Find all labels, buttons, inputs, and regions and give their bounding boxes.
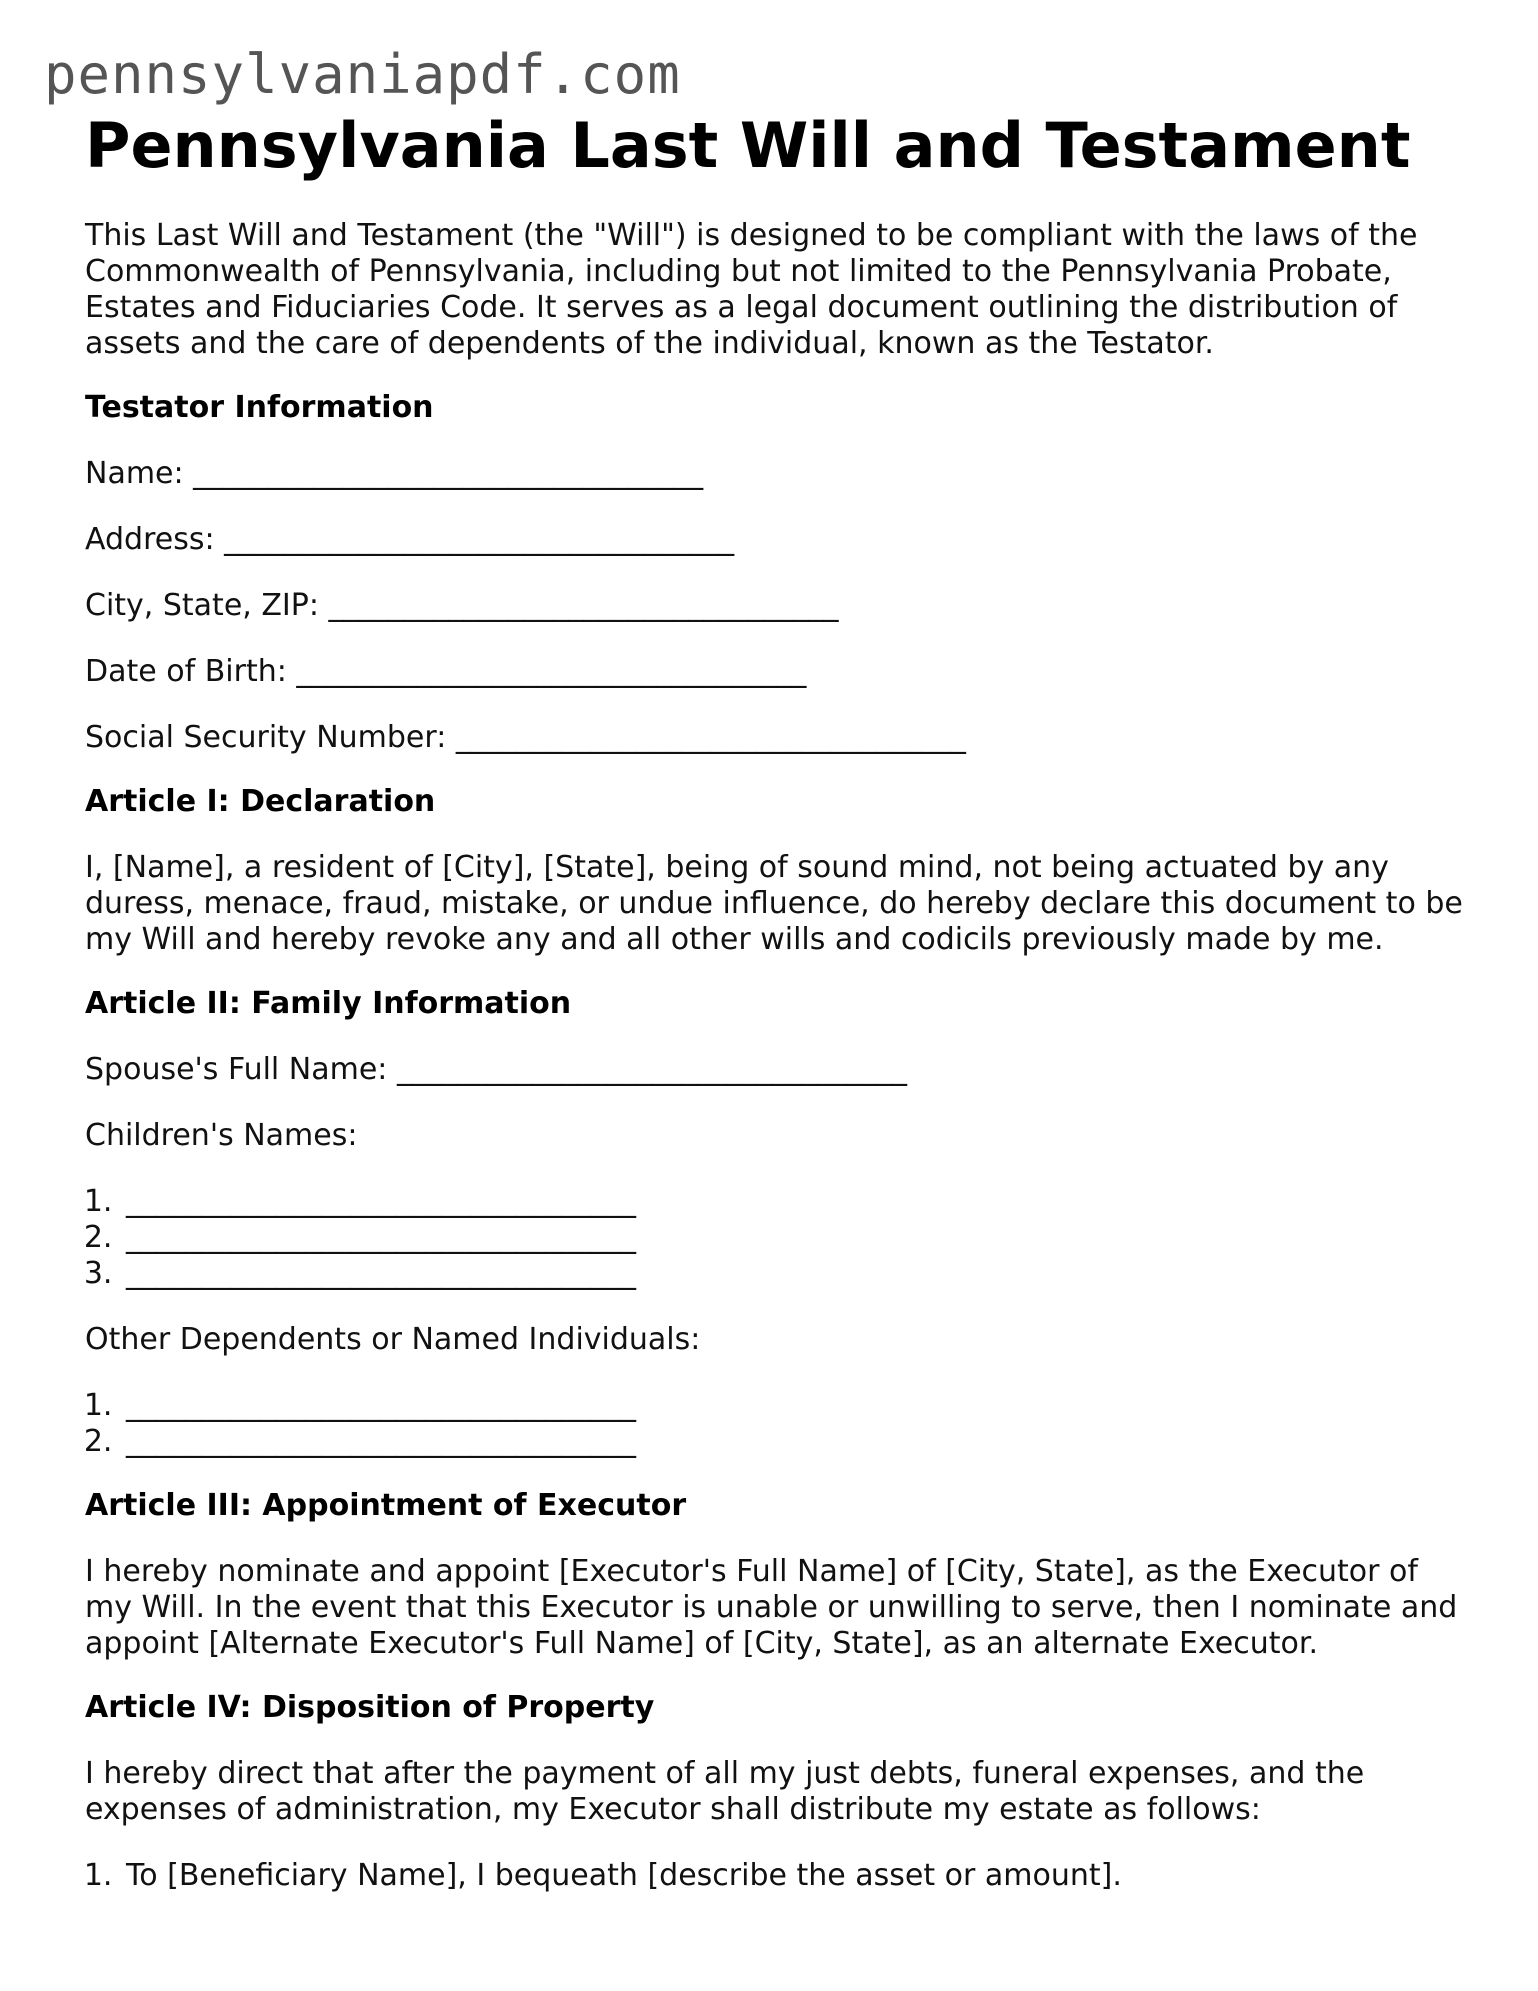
other-dependents-list: [85, 1388, 1465, 1460]
other-dependents-label: Other Dependents or Named Individuals:: [85, 1322, 701, 1357]
document-title: Pennsylvania Last Will and Testament: [85, 109, 1411, 182]
list-item: 1. __________________________________: [122, 1184, 1465, 1220]
list-item: 1. To [Beneficiary Name], I bequeath [describe the asset or amount].: [122, 1858, 1465, 1894]
testator-name-field: Name: __________________________________: [85, 456, 704, 491]
document-page: [85, 108, 1465, 1894]
list-item: 2. __________________________________: [122, 1424, 1465, 1460]
disposition-list: [85, 1858, 1465, 1894]
site-watermark: pennsylvaniapdf.com: [44, 43, 681, 106]
testator-city-state-zip-field: City, State, ZIP: __________________________________: [85, 588, 839, 623]
article1-heading: Article I: Declaration: [85, 784, 436, 819]
testator-heading: Testator Information: [85, 390, 434, 425]
article3-heading: Article III: Appointment of Executor: [85, 1488, 687, 1523]
article4-text: I hereby direct that after the payment of all my just debts, funeral expenses, and the expenses of administration, my Executor shall distribute my estate as follows:: [85, 1756, 1365, 1827]
spouse-name-field: Spouse's Full Name: __________________________________: [85, 1052, 907, 1087]
testator-address-field: Address: __________________________________: [85, 522, 735, 557]
article1-text: I, [Name], a resident of [City], [State], being of sound mind, not being actuated by any duress, menace, fraud, mistake, or undue influence, do hereby declare this document to be my Will and hereby revoke any and all other wills and codicils previously made by me.: [85, 850, 1463, 957]
testator-dob-field: Date of Birth: __________________________________: [85, 654, 807, 689]
list-item: 1. __________________________________: [122, 1388, 1465, 1424]
list-item: 2. __________________________________: [122, 1220, 1465, 1256]
list-item: 3. __________________________________: [122, 1256, 1465, 1292]
children-label: Children's Names:: [85, 1118, 358, 1153]
children-list: [85, 1184, 1465, 1292]
testator-ssn-field: Social Security Number: __________________________________: [85, 720, 966, 755]
article3-text: I hereby nominate and appoint [Executor's Full Name] of [City, State], as the Executor of my Will. In the event that this Executor is unable or unwilling to serve, then I nominate and appoint [Alternate Executor's Full Name] of [City, State], as an alternate Executor.: [85, 1554, 1458, 1661]
intro-paragraph: This Last Will and Testament (the "Will") is designed to be compliant with the laws of the Commonwealth of Pennsylvania, including but not limited to the Pennsylvania Probate, Estates and Fiduciaries Code. It serves as a legal document outlining the distribution of assets and the care of dependents of the individual, known as the Testator.: [85, 218, 1418, 361]
article4-heading: Article IV: Disposition of Property: [85, 1690, 655, 1725]
article2-heading: Article II: Family Information: [85, 986, 572, 1021]
